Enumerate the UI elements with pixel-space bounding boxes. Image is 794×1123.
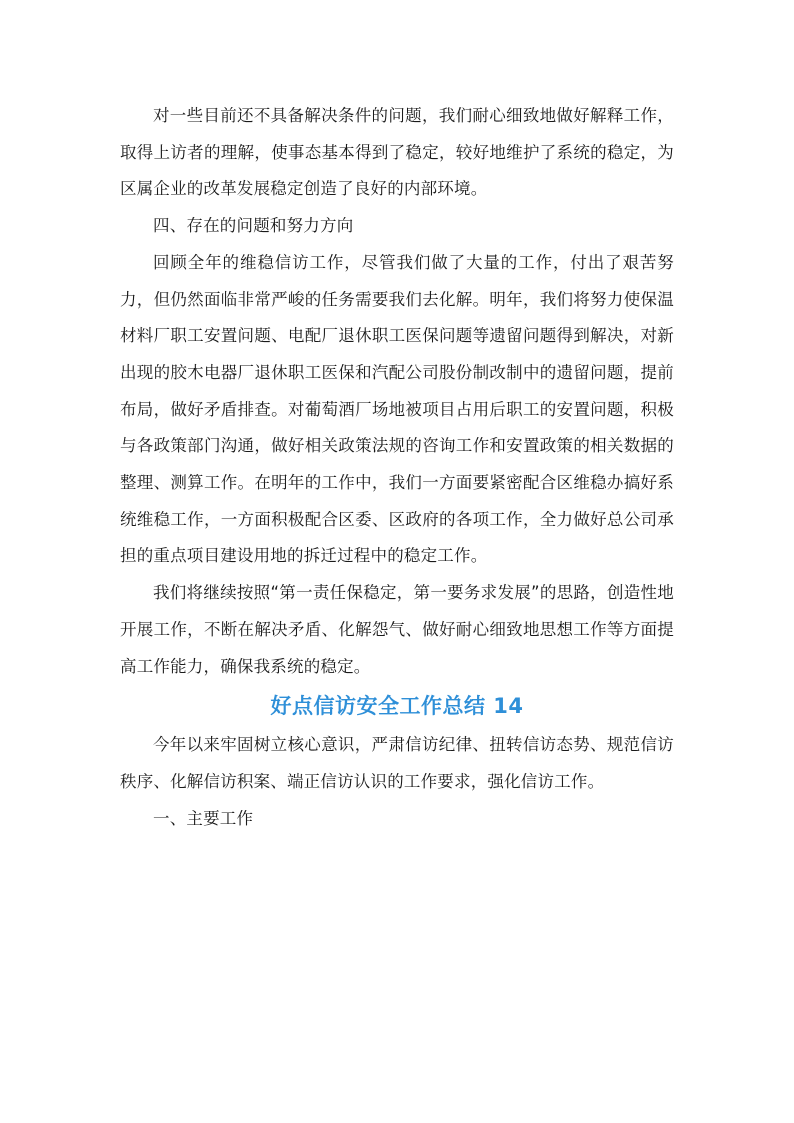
document-page (120, 98, 674, 837)
paragraph-explanation: 对一些目前还不具备解决条件的问题，我们耐心细致地做好解释工作，取得上访者的理解，使事态基本得到了稳定，较好地维护了系统的稳定，为区属企业的改革发展稳定创造了良好的内部环境。 (120, 106, 674, 199)
paragraph-intro: 今年以来牢固树立核心意识，严肃信访纪律、扭转信访态势、规范信访秩序、化解信访积案、端正信访认识的工作要求，强化信访工作。 (120, 735, 674, 791)
paragraph-continue: 我们将继续按照“第一责任保稳定，第一要务求发展”的思路，创造性地开展工作，不断在解决矛盾、化解怨气、做好耐心细致地思想工作等方面提高工作能力，确保我系统的稳定。 (120, 583, 674, 676)
section-heading-main-work: 一、主要工作 (153, 808, 254, 828)
document-title: 好点信访安全工作总结 14 (270, 694, 524, 719)
paragraph-review: 回顾全年的维稳信访工作，尽管我们做了大量的工作，付出了艰苦努力，但仍然面临非常严峻的任务需要我们去化解。明年，我们将努力使保温材料厂职工安置问题、电配厂退休职工医保问题等遗留问题得到解决，对新出现的胶木电器厂退休职工医保和汽配公司股份制改制中的遗留问题，提前布局，做好矛盾排查。对葡萄酒厂场地被项目占用后职工的安置问题，积极与各政策部门沟通，做好相关政策法规的咨询工作和安置政策的相关数据的整理、测算工作。在明年的工作中，我们一方面要紧密配合区维稳办搞好系统维稳工作，一方面积极配合区委、区政府的各项工作，全力做好总公司承担的重点项目建设用地的拆迁过程中的稳定工作。 (120, 252, 674, 566)
section-heading-problems: 四、存在的问题和努力方向 (153, 216, 354, 236)
